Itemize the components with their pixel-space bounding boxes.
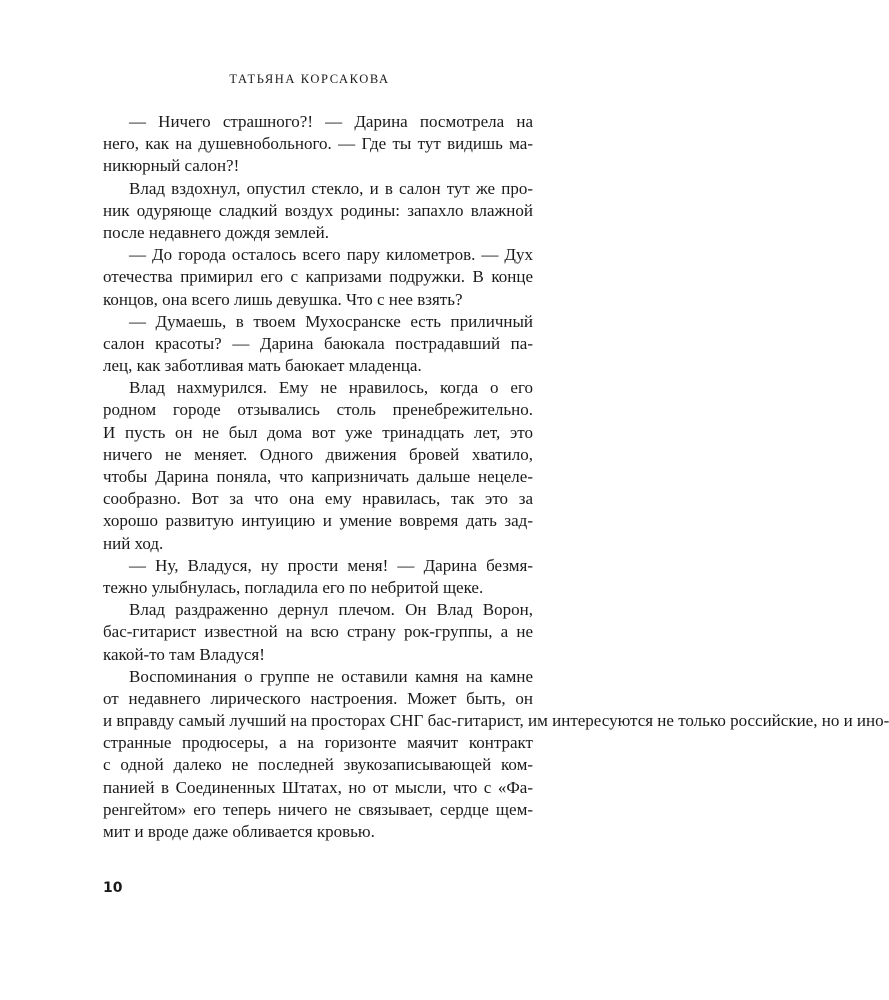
text-line: — Ну, Владуся, ну прости меня! — Дарина безмя- [129,555,533,575]
text-line: И пусть он не был дома вот уже тринадцать лет, это [103,422,533,442]
text-line: какой-то там Владуся! [103,644,265,664]
text-line: панией в Соединенных Штатах, но от мысли, что с «Фа- [103,777,533,797]
text-line: Влад раздраженно дернул плечом. Он Влад Ворон, [129,600,533,620]
text-line: странные продюсеры, а на горизонте маячит контракт [103,733,533,753]
running-header: ТАТЬЯНА КОРСАКОВА [229,72,390,86]
text-line: Влад нахмурился. Ему не нравилось, когда о его [129,378,533,398]
text-line: хорошо развитую интуицию и умение вовремя дать зад- [103,511,533,531]
body-text [103,111,889,843]
text-line: ний ход. [103,533,164,553]
text-line: ничего не меняет. Одного движения бровей хватило, [103,444,533,464]
text-line: Влад вздохнул, опустил стекло, и в салон тут же про- [129,178,533,198]
text-line: лец, как заботливая мать баюкает младенца. [103,356,422,376]
text-line: тежно улыбнулась, погладила его по небритой щеке. [103,577,484,597]
text-line: родном городе отзывались столь пренебрежительно. [103,400,533,420]
text-line: — До города осталось всего пару километров. — Дух [129,245,533,265]
text-line: никюрный салон?! [103,156,240,176]
text-line: от недавнего лирического настроения. Может быть, он [103,688,533,708]
text-line: Воспоминания о группе не оставили камня на камне [129,666,533,686]
text-line: — Ничего страшного?! — Дарина посмотрела на [129,112,533,131]
text-line: отечества примирил его с капризами подружки. В конце [103,267,533,287]
text-line: мит и вроде даже обливается кровью. [103,822,375,841]
text-line: бас-гитарист известной на всю страну рок-группы, а не [103,622,533,642]
text-line: ренгейтом» его теперь ничего не связывает, сердце щем- [103,799,533,819]
text-line: — Думаешь, в твоем Мухосранске есть приличный [129,311,533,331]
text-line: после недавнего дождя землей. [103,222,330,242]
text-line: и вправду самый лучший на просторах СНГ бас-гитарист, им интересуются не только российские, но и ино- [103,711,889,731]
text-line: чтобы Дарина поняла, что капризничать дальше нецеле- [103,467,533,486]
text-line: концов, она всего лишь девушка. Что с нее взять? [103,289,463,309]
text-line: с одной далеко не последней звукозаписывающей ком- [103,755,533,775]
text-line: сообразно. Вот за что она ему нравилась, так это за [103,489,533,509]
text-line: ник одуряюще сладкий воздух родины: запахло влажной [103,200,533,220]
page-number: 10 [103,880,123,896]
text-line: салон красоты? — Дарина баюкала пострадавший па- [103,333,533,353]
text-line: него, как на душевнобольного. — Где ты тут видишь ма- [103,134,533,154]
